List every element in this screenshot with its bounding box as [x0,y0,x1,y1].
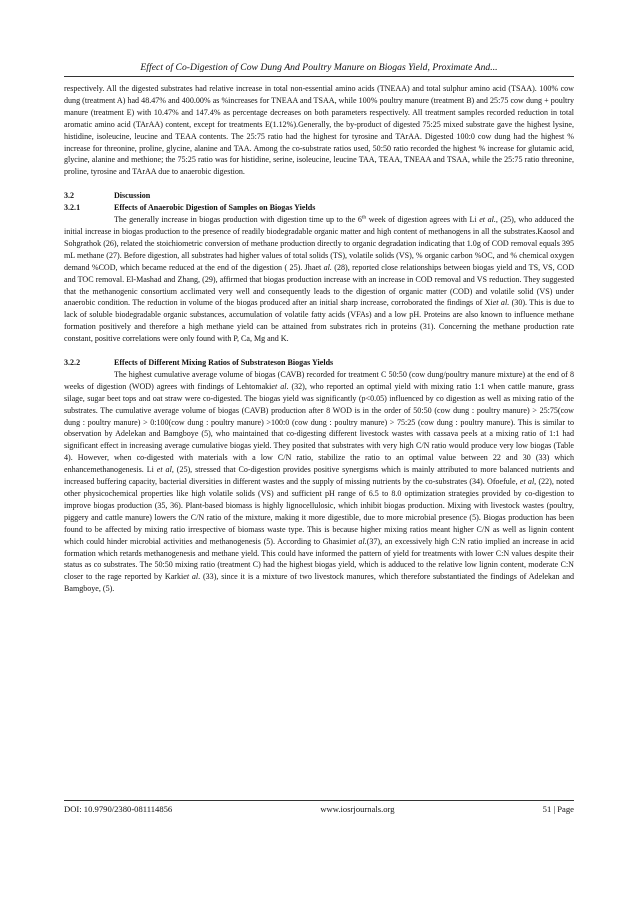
footer-website: www.iosrjournals.org [320,804,395,814]
paragraph-results-continued: respectively. All the digested substrates had relative increase in total non-essential amino acids (TNEAA) and total sulphur amino acid (TSAA). 100% cow dung (treatment A) had 48.47% and 400.00% as %increases for TNEAA and TSAA, while 100% poultry manure (treatment B) and 25:75 cow dung + poultry manure (treatment E) with 10.47% and 147.4% as percentage decreases on both parameters respectively. All treatment samples recorded reduction in total aromatic amino acid (TArAA) content, except for treatments E(1.12%).Generally, the by-product of digested 75:25 mixed substrate gave the highest lysine, histidine, isoleucine, leucine and TEAA contents. The 25:75 ratio had the highest for tyrosine and TArAA. Digested 100:0 cow dung had the highest % increase for threonine, proline, glycine, alanine and TAA. Among the co-substrate ratios used, 50:50 ratio recorded the highest % increase for glutamic acid, glycine, alanine and methione; the 75:25 ratio was for histidine, serine, isoleucine, leucine TAA, TEAA, TNEAA and TSAA, while the 25:75 ratio threonine, proline, tyrosine and TArAA due to anaerobic digestion. [64,84,574,177]
subsection-number: 3.2.2 [64,358,81,368]
paragraph-mixing-ratios: The highest cumulative average volume of biogas (CAVB) recorded for treatment C 50:50 (cow dung/poultry manure mixture) at the end of 8 weeks of digestion (WOD) agrees with findings of Lehtomakiet al. (32), who reported an optimal yield with mixing ratio 1:1 when cattle manure, grass silage, sugar beet tops and oat straw were co-digested. The biogas yield was significantly (p<0.05) influenced by co digestion as well as mixing ratio of the substrates. The cumulative average volume of biogas (CAVB) production after 8 WOD is in the order of 50:50 (cow dung : poultry manure) > 25:75(cow dung : poultry manure) > 0:100(cow dung : poultry manure) >100:0 (cow dung : poultry manure) > 75:25 (cow dung : poultry manure). This is similar to observation by Adelekan and Bamgboye (5), who maintained that co-digesting different livestock wastes with cassava peels at a mixing ratio of 1:1 had significant effect in increasing average cumulative biogas yield. They posited that substrates with very high C/N ratio would produce very low biogas (Table 4). However, when co-digested with materials with a low C/N ratio, stabilize the ratio to an optimal value between 22 and 30 (33) which enhancemethanogenesis. Li et al, (25), stressed that Co-digestion provides positive synergisms which is mainly attributed to more balanced nutrients and increased buffering capacity, bacterial diversities in different wastes and the supply of missing nutrients by the co-substrates (34). Ofoefule, et al, (22), noted other physicochemical properties like high volatile solids (VS) and sufficient pH range of 6.5 to 8.0 optimization strategies provided by co-digestion to improve biogas production (35, 36). Plant-based biomass is highly lignocellulosic, which inhibit biogas production. Mixing with livestock wastes (poultry, piggery and cattle manure) lowers the C/N ratio of the mixture, making it more digestible, due to more microbial presence (5). Biogas production has been found to be affected by mixing ratio irrespective of biomass waste type. This is because higher mixing ratios meant higher C/N as well as lignin content which could hinder microbial activities and methanogenesis (5). According to Ghasimiet al.(37), an excessively high C:N ratio implied an increase in acid formation which retards methanogenesis and methane yield. This could have informed the pattern of yield for treatments with lower C:N values despite their status as co substrates. The 50:50 mixing ratio (treatment C) had the highest biogas yield, which is adduced to the relative low lignin content, moderate C:N closer to the rage reported by Karkiet al. (33), since it is a mixture of two livestock manures, which therefore substantiated the findings of Adelekan and Bamgboye, (5). [64,369,575,594]
footer-divider [64,800,574,801]
subsection-heading-mixing-ratios [64,357,574,369]
header-divider [64,76,574,77]
running-header: Effect of Co-Digestion of Cow Dung And Poultry Manure on Biogas Yield, Proximate And... [140,62,498,73]
page-body [64,83,574,595]
page-footer [64,804,574,814]
subsection-number: 3.2.1 [64,203,81,213]
subsection-heading-anaerobic-digestion [64,202,574,214]
subsection-title: Effects of Anaerobic Digestion of Samples on Biogas Yields [114,203,316,213]
footer-doi: DOI: 10.9790/2380-081114856 [64,804,173,814]
section-title: Discussion [114,191,151,201]
footer-page-number: 51 | Page [542,804,574,814]
paragraph-anaerobic-digestion: The generally increase in biogas production with digestion time up to the 6th week of digestion agrees with Li et al., (25), who adduced the initial increase in biogas production to the presence of readily biodegradable organic matter and high content of methanogens in all the substrates.Kaosol and Sohgrathok (26), related the stoichiometric conversion of methane production directly to organic degradation indicating that 1.0g of COD removal equals 395 mL methane (27). Before digestion, all substrates had higher values of total solids (TS), volatile solids (VS), % organic carbon %OC, and % chemical oxygen demand %COD, which became reduced at the end of the digestion ( 25). Jhaet al. (28), reported close relationships between biogas yield and TS, VS, COD and TOC removal. El-Mashad and Zhang, (29), affirmed that biogas production increase with an increase in COD removal and VS reduction. They suggested that the methanogenic consortium acclimated very well and consequently leads to the digestion of organic matter (COD) and volatile solid (VS) under anaerobic condition. The reduction in volume of the biogas produced after an initial sharp increase, corroborated the findings of Xiet al. (30). This is due to lack of soluble biodegradable organic substances, accumulation of volatile fatty acids (VFAs) and a low pH. Proteins are also known to influence methane formation positively and therefore a high methane yield can be attained from substrates rich in proteins (31). Concerning the methane production rate constant, positive correlations were only found with P, Ca, Mg and K. [64,214,575,344]
section-heading-discussion [64,190,574,202]
subsection-title: Effects of Different Mixing Ratios of Substrateson Biogas Yields [114,358,334,368]
section-number: 3.2 [64,191,75,201]
